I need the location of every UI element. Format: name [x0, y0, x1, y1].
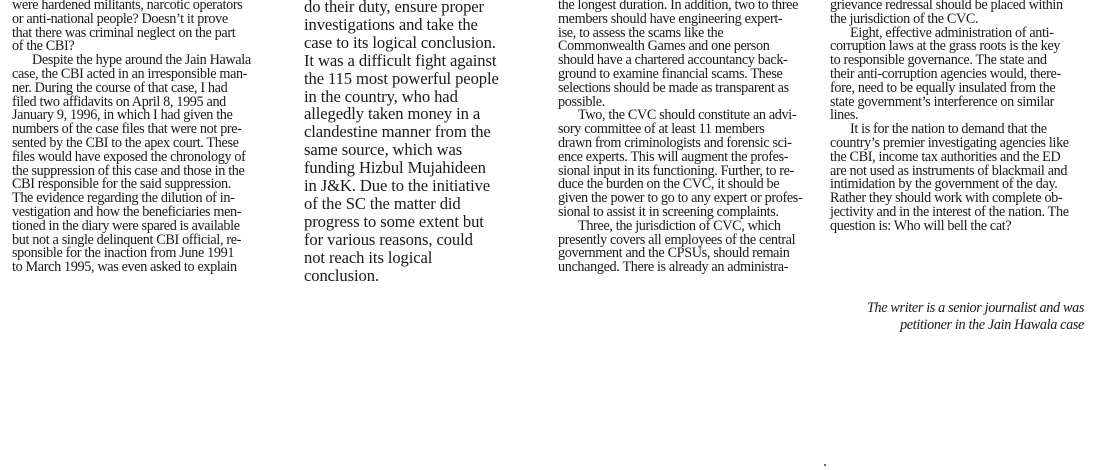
column1-line: of the CBI? [12, 38, 75, 55]
column1-line: sponsible for the inaction from June 1991 [12, 245, 235, 262]
column1-line: Despite the hype around the Jain Hawala [32, 52, 251, 69]
column3-line: Commonwealth Games and one person [558, 38, 770, 55]
column3-line: Three, the jurisdiction of CVC, which [578, 217, 781, 234]
column1-line: January 9, 1996, in which I had given the [12, 107, 233, 124]
column1-line: CBI responsible for the said suppression. [12, 176, 231, 193]
column4-line: intimidation by the government of the day. [830, 176, 1058, 193]
byline-line: petitioner in the Jain Hawala case [900, 316, 1084, 333]
column4-line: corruption laws at the grass roots is the key [830, 38, 1061, 55]
column4-line: question is: Who will bell the cat? [830, 217, 1012, 234]
column4-line: the CBI, income tax authorities and the ED [830, 148, 1061, 165]
column2-line: do their duty, ensure proper [304, 0, 484, 16]
column2-line: in J&K. Due to the initiative [304, 176, 491, 196]
column2-line: not reach its logical [304, 247, 433, 267]
column3-line: members should have engineering expert- [558, 10, 783, 27]
stray-mark [824, 464, 826, 466]
column3-line: presently covers all employees of the central [558, 231, 796, 248]
column4-line: fore, need to be equally insulated from the [830, 79, 1056, 96]
column1-line: numbers of the case files that were not pre- [12, 121, 242, 138]
column2-line: clandestine manner from the [304, 122, 491, 142]
column2-line: of the SC the matter did [304, 193, 461, 213]
pull-quote-column [304, 0, 524, 287]
column1-line: but not a single delinquent CBI official, re- [12, 231, 242, 248]
column4-line: the jurisdiction of the CVC. [830, 10, 979, 27]
article-column-3 [558, 0, 812, 276]
column3-line: ground to examine financial scams. These [558, 65, 783, 82]
column2-line: funding Hizbul Mujahideen [304, 158, 486, 178]
column3-line: drawn from criminologists and forensic sci- [558, 134, 792, 151]
column3-line: selections should be made as transparent as [558, 79, 789, 96]
column2-line: case to its logical conclusion. [304, 32, 496, 52]
column1-line: ner. During the course of that case, I had [12, 79, 228, 96]
column3-line: ence experts. This will augment the profes- [558, 148, 789, 165]
column1-line: sented by the CBI to the apex court. These [12, 134, 239, 151]
column1-line: files would have exposed the chronology of [12, 148, 246, 165]
column3-line: possible. [558, 93, 605, 110]
column3-line: government and the CPSUs, should remain [558, 245, 790, 262]
column2-line: the 115 most powerful people [304, 68, 499, 88]
column4-line: Eight, effective administration of anti- [850, 24, 1054, 41]
column2-line: investigations and take the [304, 14, 478, 34]
column3-line: sional to assist it in screening complaints. [558, 203, 779, 220]
article-column-1 [12, 0, 267, 276]
article-column-4 [830, 0, 1084, 235]
column3-line: sional input in its functioning. Further, to re- [558, 162, 795, 179]
column1-line: filed two affidavits on April 8, 1995 and [12, 93, 226, 110]
column2-line: progress to some extent but [304, 211, 484, 231]
column3-line: the longest duration. In addition, two to three [558, 0, 799, 13]
column2-line: in the country, who had [304, 86, 458, 106]
column2-line: for various reasons, could [304, 229, 473, 249]
column1-line: tioned in the diary were spared is available [12, 217, 240, 234]
column3-line: Two, the CVC should constitute an advi- [578, 107, 797, 124]
column4-line: grievance redressal should be placed within [830, 0, 1063, 13]
column2-line: allegedly taken money in a [304, 104, 481, 124]
column4-line: state government’s interference on similar [830, 93, 1055, 110]
column3-line: sory committee of at least 11 members [558, 121, 765, 138]
column1-line: vestigation and how the beneficiaries men- [12, 203, 242, 220]
column4-line: country’s premier investigating agencies like [830, 134, 1069, 151]
column4-line: jectivity and in the interest of the nation. The [830, 203, 1069, 220]
column4-line: their anti-corruption agencies would, there- [830, 65, 1061, 82]
column3-line: ise, to assess the scams like the [558, 24, 724, 41]
column1-line: were hardened militants, narcotic operators [12, 0, 243, 13]
column1-line: to March 1995, was even asked to explain [12, 259, 237, 276]
column3-line: should have a chartered accountancy back- [558, 52, 788, 69]
column4-line: to responsible governance. The state and [830, 52, 1047, 69]
column4-line: It is for the nation to demand that the [850, 121, 1047, 138]
column3-line: duce the burden on the CVC, it should be [558, 176, 780, 193]
column4-line: Rather they should work with complete ob- [830, 190, 1063, 207]
column1-line: case, the CBI acted in an irresponsible man- [12, 65, 248, 82]
author-byline [830, 300, 1084, 334]
column2-line: It was a difficult fight against [304, 50, 497, 70]
column4-line: lines. [830, 107, 859, 124]
column2-line: same source, which was [304, 140, 463, 160]
column1-line: The evidence regarding the dilution of in- [12, 190, 235, 207]
column1-line: the suppression of this case and those in the [12, 162, 245, 179]
byline-line: The writer is a senior journalist and was [866, 300, 1084, 316]
column1-line: that there was criminal neglect on the part [12, 24, 236, 41]
column3-line: given the power to go to any expert or profes- [558, 190, 803, 207]
column2-line: conclusion. [304, 265, 379, 285]
column3-line: unchanged. There is already an administra- [558, 259, 789, 276]
column4-line: are not used as instruments of blackmail and [830, 162, 1068, 179]
column1-line: or anti-national people? Doesn’t it prove [12, 10, 228, 27]
